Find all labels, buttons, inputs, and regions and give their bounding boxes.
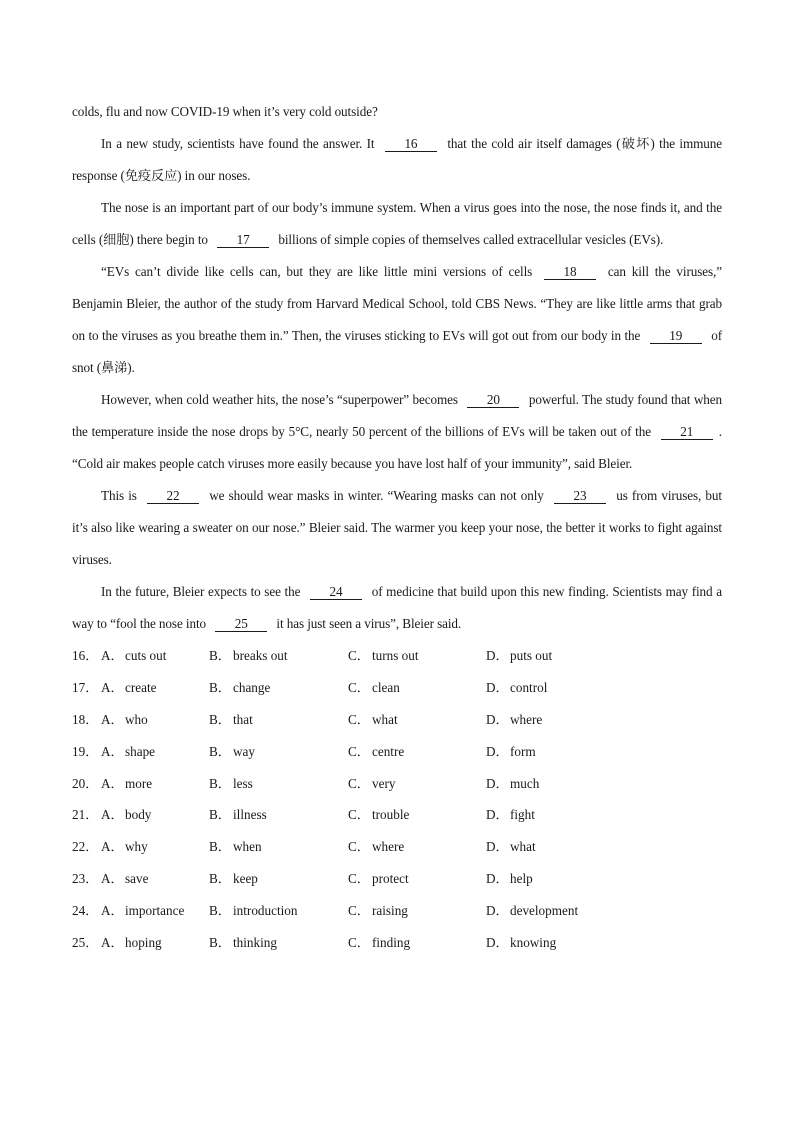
option-c[interactable] (348, 640, 486, 672)
question-row (72, 672, 722, 704)
option-text: very (372, 775, 396, 791)
passage-paragraph (72, 256, 722, 384)
option-text: keep (233, 871, 258, 887)
document-page (72, 96, 722, 959)
option-text: change (233, 679, 271, 695)
option-letter: B． (209, 935, 231, 951)
answer-blank[interactable]: 23 (554, 488, 606, 504)
question-number: 23． (72, 871, 99, 887)
option-c[interactable] (348, 704, 486, 736)
option-letter: D． (486, 711, 509, 727)
question-number: 25． (72, 935, 99, 951)
answer-options (72, 640, 722, 959)
option-letter: C． (348, 903, 370, 919)
option-text: cuts out (125, 648, 167, 663)
option-b[interactable] (209, 736, 348, 768)
option-c[interactable] (348, 895, 486, 927)
option-letter: A． (101, 807, 124, 823)
question-row (72, 863, 722, 895)
option-text: raising (372, 903, 408, 919)
paragraph-text: billions of simple copies of themselves called extracellular vesicles (EVs). (275, 232, 664, 247)
option-text: hoping (125, 935, 162, 951)
option-b[interactable] (209, 799, 348, 831)
option-letter: C． (348, 935, 370, 951)
option-d[interactable] (486, 927, 606, 959)
option-letter: B． (209, 711, 231, 727)
option-text: protect (372, 871, 409, 887)
question-row (72, 799, 722, 831)
option-text: way (233, 743, 255, 759)
option-d[interactable] (486, 672, 606, 704)
option-text: where (510, 711, 543, 727)
option-a[interactable] (101, 863, 209, 895)
option-b[interactable] (209, 895, 348, 927)
option-text: help (510, 871, 533, 887)
paragraph-text: can kill the viruses,” Benjamin Bleier, the author of the study from Harvard Medical School, told CBS News. “They are like little arms that grab on to the viruses as you breathe them in.” Then, the viruses sticking to EVs will got out from our body in the (72, 264, 722, 343)
option-letter: A． (101, 871, 124, 887)
option-d[interactable] (486, 831, 606, 863)
option-d[interactable] (486, 640, 606, 672)
option-a[interactable] (101, 672, 209, 704)
option-d[interactable] (486, 736, 606, 768)
option-letter: A． (101, 903, 124, 919)
paragraph-text: us from viruses, but it’s also like wearing a sweater on our nose.” Bleier said. The warmer you keep your nose, the better it works to fight against viruses. (72, 488, 722, 567)
question-row (72, 736, 722, 768)
option-letter: C． (348, 648, 370, 663)
answer-blank[interactable]: 22 (147, 488, 199, 504)
answer-blank[interactable]: 17 (217, 232, 269, 248)
option-letter: C． (348, 807, 370, 823)
answer-blank[interactable]: 20 (467, 392, 519, 408)
option-c[interactable] (348, 831, 486, 863)
option-c[interactable] (348, 768, 486, 800)
option-b[interactable] (209, 831, 348, 863)
option-a[interactable] (101, 736, 209, 768)
option-letter: D． (486, 648, 509, 663)
option-c[interactable] (348, 799, 486, 831)
answer-blank[interactable]: 16 (385, 136, 437, 152)
option-text: form (510, 743, 536, 759)
paragraph-text: it has just seen a virus”, Bleier said. (273, 616, 462, 631)
question-number: 17． (72, 679, 99, 695)
passage-paragraph (72, 384, 722, 480)
option-text: why (125, 839, 148, 855)
option-letter: D． (486, 871, 509, 887)
option-b[interactable] (209, 927, 348, 959)
option-letter: A． (101, 711, 124, 727)
option-text: when (233, 839, 262, 855)
answer-blank[interactable]: 24 (310, 584, 362, 600)
option-text: breaks out (233, 648, 288, 663)
question-number: 21． (72, 807, 99, 823)
paragraph-text: The nose is an important part of our body’s immune system. When a virus goes into the nose, the nose finds it, and the cells (细胞) there begin to (72, 200, 722, 247)
option-a[interactable] (101, 927, 209, 959)
paragraph-text: of snot (鼻涕). (72, 328, 722, 375)
passage-paragraph (72, 480, 722, 576)
paragraph-text: In a new study, scientists have found the answer. It (101, 136, 379, 151)
option-b[interactable] (209, 704, 348, 736)
question-row (72, 640, 722, 672)
option-text: fight (510, 807, 535, 823)
passage-paragraph (72, 576, 722, 640)
question-number: 22． (72, 839, 99, 855)
option-text: what (372, 711, 398, 727)
option-letter: B． (209, 871, 231, 887)
question-number: 16． (72, 648, 99, 663)
option-b[interactable] (209, 768, 348, 800)
option-d[interactable] (486, 863, 606, 895)
reading-passage (72, 96, 722, 640)
passage-paragraph (72, 192, 722, 256)
option-letter: C． (348, 871, 370, 887)
passage-paragraph (72, 96, 722, 128)
question-row (72, 704, 722, 736)
option-letter: B． (209, 775, 231, 791)
passage-paragraph (72, 128, 722, 192)
option-text: finding (372, 935, 411, 951)
question-number: 19． (72, 743, 99, 759)
question-row (72, 768, 722, 800)
option-text: clean (372, 679, 400, 695)
option-text: introduction (233, 903, 298, 919)
option-text: importance (125, 903, 185, 919)
option-letter: D． (486, 743, 509, 759)
paragraph-text: powerful. The study found that when the temperature inside the nose drops by 5°C, nearly 50 percent of the billions of EVs will be taken out of the (72, 392, 722, 439)
option-text: illness (233, 807, 267, 823)
paragraph-text: In the future, Bleier expects to see the (101, 584, 305, 599)
option-letter: D． (486, 903, 509, 919)
option-letter: A． (101, 648, 124, 663)
option-text: save (125, 871, 149, 887)
option-text: less (233, 775, 253, 791)
option-c[interactable] (348, 736, 486, 768)
option-letter: C． (348, 743, 370, 759)
option-text: that (233, 711, 253, 727)
option-letter: C． (348, 711, 370, 727)
option-text: knowing (510, 935, 557, 951)
answer-blank[interactable]: 19 (650, 328, 702, 344)
question-number: 24． (72, 903, 99, 919)
option-a[interactable] (101, 895, 209, 927)
option-letter: D． (486, 679, 509, 695)
option-letter: C． (348, 839, 370, 855)
option-text: who (125, 711, 148, 727)
option-text: trouble (372, 807, 410, 823)
option-letter: C． (348, 775, 370, 791)
option-text: puts out (510, 648, 553, 663)
paragraph-text: “EVs can’t divide like cells can, but they are like little mini versions of cells (101, 264, 539, 279)
option-a[interactable] (101, 640, 209, 672)
paragraph-text: that the cold air itself damages (破坏) the immune response (免疫反应) in our noses. (72, 136, 723, 183)
option-letter: B． (209, 743, 231, 759)
option-letter: D． (486, 775, 509, 791)
option-d[interactable] (486, 799, 606, 831)
option-d[interactable] (486, 895, 606, 927)
question-row (72, 927, 722, 959)
option-letter: A． (101, 743, 124, 759)
answer-blank[interactable]: 25 (215, 616, 267, 632)
option-letter: B． (209, 839, 231, 855)
option-text: what (510, 839, 536, 855)
option-c[interactable] (348, 863, 486, 895)
option-letter: A． (101, 935, 124, 951)
option-letter: C． (348, 679, 370, 695)
option-text: control (510, 679, 548, 695)
option-text: thinking (233, 935, 277, 951)
option-text: create (125, 679, 157, 695)
paragraph-text: This is (101, 488, 142, 503)
paragraph-text: However, when cold weather hits, the nose’s “superpower” becomes (101, 392, 462, 407)
answer-blank[interactable]: 18 (544, 264, 596, 280)
option-a[interactable] (101, 704, 209, 736)
question-number: 18． (72, 711, 99, 727)
option-text: more (125, 775, 153, 791)
option-c[interactable] (348, 672, 486, 704)
option-text: shape (125, 743, 156, 759)
option-text: body (125, 807, 152, 823)
question-row (72, 831, 722, 863)
option-b[interactable] (209, 863, 348, 895)
answer-blank[interactable]: 21 (661, 424, 713, 440)
option-text: where (372, 839, 405, 855)
option-letter: B． (209, 679, 231, 695)
option-a[interactable] (101, 768, 209, 800)
option-letter: B． (209, 648, 231, 663)
option-b[interactable] (209, 640, 348, 672)
option-text: turns out (372, 648, 419, 663)
question-number: 20． (72, 775, 99, 791)
option-d[interactable] (486, 768, 606, 800)
question-row (72, 895, 722, 927)
option-b[interactable] (209, 672, 348, 704)
option-text: development (510, 903, 579, 919)
paragraph-text: colds, flu and now COVID-19 when it’s very cold outside? (72, 104, 378, 119)
option-letter: D． (486, 839, 509, 855)
option-a[interactable] (101, 799, 209, 831)
option-text: centre (372, 743, 405, 759)
option-letter: B． (209, 903, 231, 919)
paragraph-text: we should wear masks in winter. “Wearing masks can not only (205, 488, 548, 503)
option-letter: A． (101, 679, 124, 695)
paragraph-text: . “Cold air makes people catch viruses more easily because you have lost half of your immunity”, said Bleier. (72, 424, 722, 471)
option-c[interactable] (348, 927, 486, 959)
option-a[interactable] (101, 831, 209, 863)
option-letter: D． (486, 807, 509, 823)
option-letter: D． (486, 935, 509, 951)
option-letter: A． (101, 775, 124, 791)
option-d[interactable] (486, 704, 606, 736)
paragraph-text: of medicine that build upon this new finding. Scientists may find a way to “fool the nose into (72, 584, 722, 631)
option-text: much (510, 775, 540, 791)
option-letter: B． (209, 807, 231, 823)
option-letter: A． (101, 839, 124, 855)
